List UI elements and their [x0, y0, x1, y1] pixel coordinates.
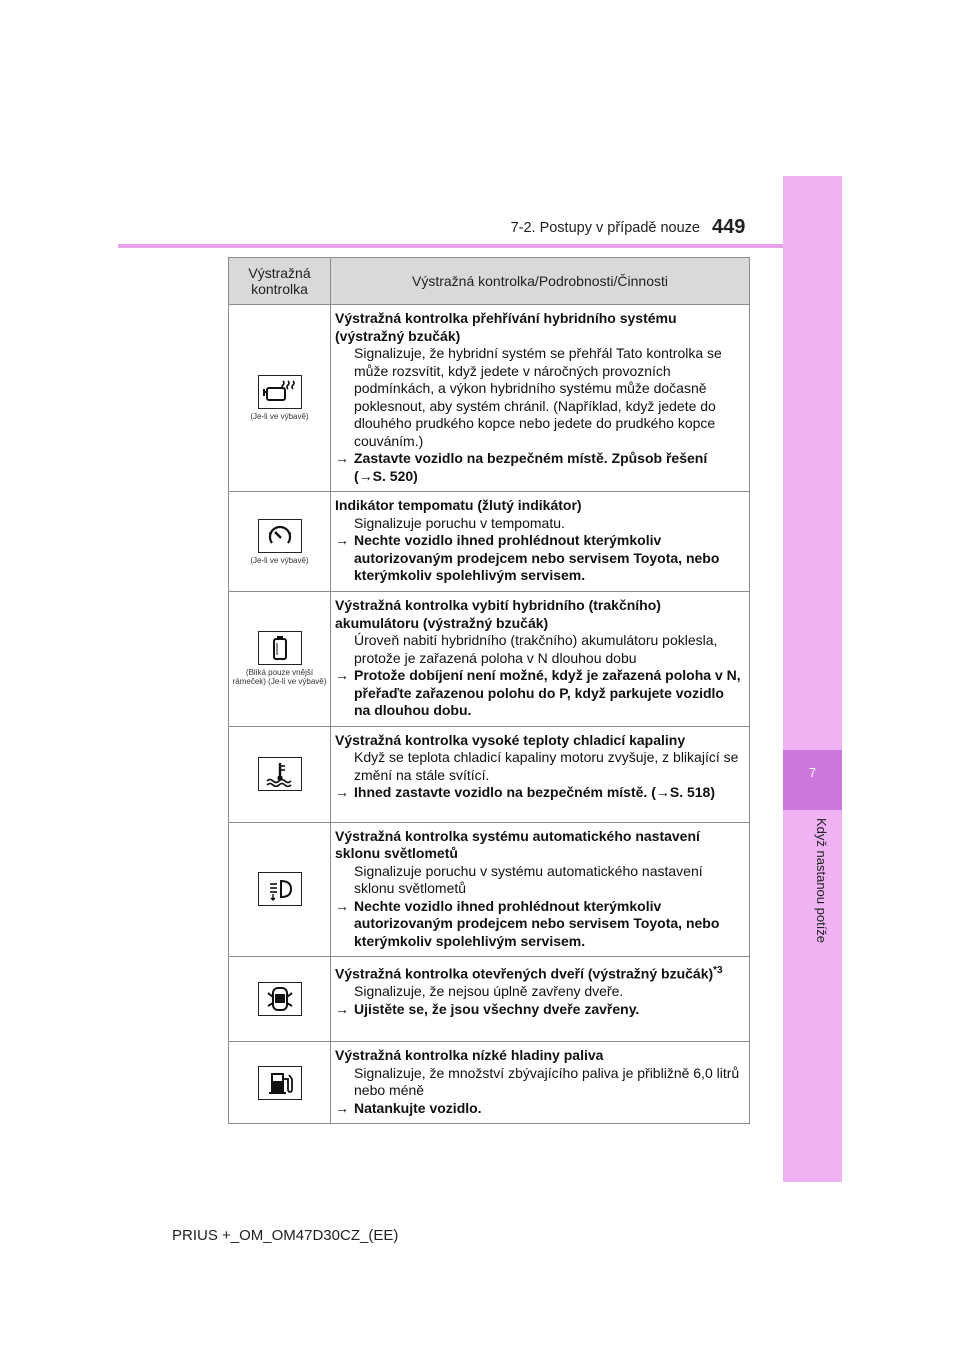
icon-cell [229, 592, 331, 727]
row-action: → Natankujte vozidlo. [335, 1099, 482, 1116]
coolant-temperature-icon [258, 757, 302, 791]
arrow-icon: → [335, 667, 349, 683]
icon-cell [229, 822, 331, 957]
row-action: → Zastavte vozidlo na bezpečném místě. Způsob řešení (→S. 520) [335, 450, 708, 484]
row-description: Signalizuje poruchu v tempomatu. [354, 514, 565, 531]
icon-note: (Je-li ve výbavě) [250, 555, 309, 565]
row-title: Výstražná kontrolka vysoké teploty chladicí kapaliny [335, 731, 686, 748]
table-row [229, 822, 750, 957]
row-description: Signalizuje, že hybridní systém se přehřál Tato kontrolka se může rozsvítit, když jedete v náročných provozních podmínkách, a výkon hybridního systému může dočasně poklesnout, aby systém chránil. (Například, když jedete do dlouhého prudkého kopce nebo jedete do prudkého kopce couváním.) [354, 345, 722, 449]
traction-battery-icon [258, 631, 302, 665]
row-title: Indikátor tempomatu (žlutý indikátor) [335, 497, 582, 513]
details-cell [331, 726, 750, 822]
table-row [229, 726, 750, 822]
row-action: → Ujistěte se, že jsou všechny dveře zavřeny. [335, 1000, 640, 1017]
headlight-leveling-icon [258, 872, 302, 906]
row-description: Signalizuje poruchu v systému automatického nastavení sklonu světlometů [354, 862, 703, 896]
icon-cell [229, 726, 331, 822]
row-action: → Protože dobíjení není možné, když je zařazená poloha v N, přeřaďte zařazenou polohu do P, když parkujete vozidlo na dlouhou dobu. [335, 667, 741, 718]
arrow-icon: → [335, 1099, 349, 1116]
col-header-icon: Výstražná kontrolka [229, 258, 331, 305]
row-title: Výstražná kontrolka vybití hybridního (trakčního) akumulátoru (výstražný bzučák) [335, 597, 661, 631]
arrow-icon: → [335, 784, 349, 800]
row-action: → Ihned zastavte vozidlo na bezpečném místě. (→S. 518) [335, 784, 715, 800]
icon-cell [229, 1042, 331, 1124]
icon-cell [229, 492, 331, 592]
section-title: 7-2. Postupy v případě nouze [510, 220, 700, 236]
row-description: Úroveň nabití hybridního (trakčního) akumulátoru poklesla, protože je zařazená poloha v N dlouhou dobu [354, 632, 718, 666]
icon-cell [229, 957, 331, 1042]
row-title: Výstražná kontrolka přehřívání hybridního systému (výstražný bzučák) [335, 310, 677, 344]
row-title: Výstražná kontrolka otevřených dveří (výstražný bzučák)$^{*3}$ [335, 965, 723, 982]
footnote-marker: *3 [713, 965, 723, 976]
icon-cell [229, 305, 331, 492]
cruise-control-icon [258, 519, 302, 553]
table-row [229, 1042, 750, 1124]
table-row [229, 492, 750, 592]
header-rule [118, 244, 783, 248]
row-description: Signalizuje, že množství zbývajícího paliva je přibližně 6,0 litrů nebo méně [354, 1064, 740, 1098]
details-cell [331, 592, 750, 727]
arrow-icon: → [335, 450, 349, 466]
warning-lights-table [228, 257, 750, 1124]
details-cell [331, 822, 750, 957]
row-action: → Nechte vozidlo ihned prohlédnout kterýmkoliv autorizovaným prodejcem nebo servisem Toyota, nebo kterýmkoliv spolehlivým servisem. [335, 897, 720, 949]
table-header-row [229, 258, 750, 305]
row-action: → Nechte vozidlo ihned prohlédnout kterýmkoliv autorizovaným prodejcem nebo servisem Toyota, nebo kterýmkoliv spolehlivým servisem. [335, 532, 720, 583]
table-row [229, 592, 750, 727]
arrow-icon: → [335, 532, 349, 548]
row-description: Když se teplota chladicí kapaliny motoru zvyšuje, z blikající se změní na stále svítící. [354, 749, 739, 783]
row-title: Výstražná kontrolka systému automatického nastavení sklonu světlometů [335, 827, 700, 861]
arrow-icon: → [335, 1000, 349, 1017]
details-cell [331, 957, 750, 1042]
chapter-title: Když nastanou potíže [814, 818, 829, 944]
table-row [229, 957, 750, 1042]
col-header-details: Výstražná kontrolka/Podrobnosti/Činnosti [331, 258, 750, 305]
icon-note: (Je-li ve výbavě) [250, 412, 309, 421]
icon-note: (Bliká pouze vnější rámeček) (Je-li ve výbavě) [232, 668, 327, 687]
arrow-icon: → [335, 897, 349, 914]
page-number: 449 [712, 216, 746, 238]
details-cell [331, 305, 750, 492]
chapter-number-tab[interactable]: 7 [783, 750, 842, 810]
hybrid-system-overheat-icon [258, 375, 302, 409]
table-row [229, 305, 750, 492]
details-cell [331, 1042, 750, 1124]
chapter-sidebar [783, 176, 842, 1182]
door-open-icon [258, 982, 302, 1016]
row-description: Signalizuje, že nejsou úplně zavřeny dveře. [354, 983, 624, 1000]
details-cell [331, 492, 750, 592]
row-title: Výstražná kontrolka nízké hladiny paliva [335, 1047, 604, 1063]
document-code: PRIUS +_OM_OM47D30CZ_(EE) [172, 1227, 399, 1244]
low-fuel-icon [258, 1066, 302, 1100]
